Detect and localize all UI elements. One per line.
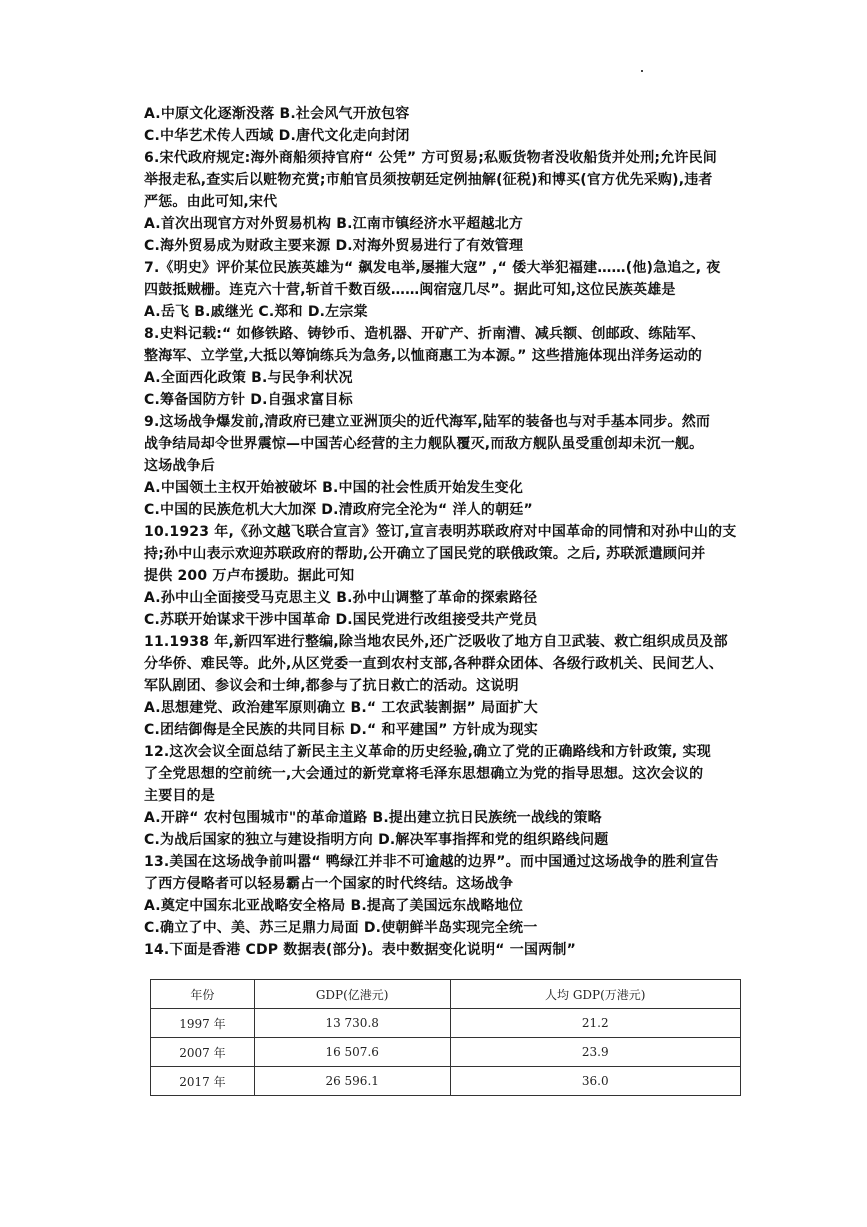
text-line: 主要目的是 xyxy=(144,788,215,804)
table-header-row xyxy=(151,980,741,1009)
column-header-gdp: GDP(亿港元) xyxy=(254,980,450,1009)
cell-year: 2017 年 xyxy=(151,1067,255,1096)
text-line: 7.《明史》评价某位民族英雄为“ 飙发电举,屡摧大寇” ,“ 倭大举犯福建……(他)急追之, 夜 xyxy=(144,260,721,276)
table-row xyxy=(151,1067,741,1096)
text-line: 持;孙中山表示欢迎苏联政府的帮助,公开确立了国民党的联俄政策。之后, 苏联派遣顾问并 xyxy=(144,546,706,562)
table-row xyxy=(151,1009,741,1038)
text-line: A.全面西化政策 B.与民争利状况 xyxy=(144,370,353,386)
text-line: 这场战争后 xyxy=(144,458,215,474)
text-line: 13.美国在这场战争前叫嚣“ 鸭绿江并非不可逾越的边界”。而中国通过这场战争的胜利宣告 xyxy=(144,854,719,870)
column-header-per-capita-gdp: 人均 GDP(万港元) xyxy=(450,980,740,1009)
cell-gdp: 16 507.6 xyxy=(254,1038,450,1067)
text-line: C.确立了中、美、苏三足鼎力局面 D.使朝鲜半岛实现完全统一 xyxy=(144,920,538,936)
text-line: 6.宋代政府规定:海外商船须持官府“ 公凭” 方可贸易;私贩货物者没收船货并处刑;允许民间 xyxy=(144,150,718,166)
text-line: 整海军、立学堂,大抵以筹饷练兵为急务,以恤商惠工为本源。” 这些措施体现出洋务运动的 xyxy=(144,348,703,364)
cell-year: 2007 年 xyxy=(151,1038,255,1067)
text-line: A.中原文化逐渐没落 B.社会风气开放包容 xyxy=(144,106,410,122)
text-line: A.开辟“ 农村包围城市"的革命道路 B.提出建立抗日民族统一战线的策略 xyxy=(144,810,602,826)
text-line: C.筹备国防方针 D.自强求富目标 xyxy=(144,392,353,408)
text-line: A.孙中山全面接受马克思主义 B.孙中山调整了革命的探索路径 xyxy=(144,590,538,606)
text-line: 14.下面是香港 CDP 数据表(部分)。表中数据变化说明“ 一国两制” xyxy=(144,942,576,958)
text-line: C.中国的民族危机大大加深 D.清政府完全沦为“ 洋人的朝廷” xyxy=(144,502,533,518)
text-line: 分华侨、难民等。此外,从区党委一直到农村支部,各种群众团体、各级行政机关、民间艺人、 xyxy=(144,656,724,672)
text-line: 了全党思想的空前统一,大会通过的新党章将毛泽东思想确立为党的指导思想。这次会议的 xyxy=(144,766,704,782)
text-line: 举报走私,查实后以赃物充赏;市舶官员须按朝廷定例抽解(征税)和博买(官方优先采购),违者 xyxy=(144,172,713,188)
table-row xyxy=(151,1038,741,1067)
text-line: C.苏联开始谋求干涉中国革命 D.国民党进行改组接受共产党员 xyxy=(144,612,538,628)
text-line: 9.这场战争爆发前,清政府已建立亚洲顶尖的近代海军,陆军的装备也与对手基本同步。然而 xyxy=(144,414,711,430)
text-line: 11.1938 年,新四军进行整编,除当地农民外,还广泛吸收了地方自卫武装、救亡组织成员及部 xyxy=(144,634,728,650)
text-line: C.团结御侮是全民族的共同目标 D.“ 和平建国” 方针成为现实 xyxy=(144,722,538,738)
text-line: A.奠定中国东北亚战略安全格局 B.提高了美国远东战略地位 xyxy=(144,898,524,914)
question-text xyxy=(144,103,744,961)
text-line: C.中华艺术传人西域 D.唐代文化走向封闭 xyxy=(144,128,410,144)
cell-per-capita-gdp: 21.2 xyxy=(450,1009,740,1038)
text-line: 四鼓抵贼栅。连克六十营,斩首千数百级……闽宿寇几尽”。据此可知,这位民族英雄是 xyxy=(144,282,676,298)
text-line: 8.史料记载:“ 如修铁路、铸钞币、造机器、开矿产、折南漕、减兵额、创邮政、练陆军、 xyxy=(144,326,706,342)
text-line: 12.这次会议全面总结了新民主主义革命的历史经验,确立了党的正确路线和方针政策, 实现 xyxy=(144,744,711,760)
text-line: C.为战后国家的独立与建设指明方向 D.解决军事指挥和党的组织路线问题 xyxy=(144,832,609,848)
text-line: A.思想建党、政治建军原则确立 B.“ 工农武装割据” 局面扩大 xyxy=(144,700,538,716)
text-line: 10.1923 年,《孙文越飞联合宣言》签订,宣言表明苏联政府对中国革命的同情和对孙中山的支 xyxy=(144,524,737,540)
text-line: 了西方侵略者可以轻易霸占一个国家的时代终结。这场战争 xyxy=(144,876,514,892)
cell-year: 1997 年 xyxy=(151,1009,255,1038)
cell-per-capita-gdp: 36.0 xyxy=(450,1067,740,1096)
page-mark xyxy=(641,70,643,72)
column-header-year: 年份 xyxy=(151,980,255,1009)
text-line: A.中国领土主权开始被破坏 B.中国的社会性质开始发生变化 xyxy=(144,480,524,496)
cell-gdp: 26 596.1 xyxy=(254,1067,450,1096)
cell-gdp: 13 730.8 xyxy=(254,1009,450,1038)
text-line: A.岳飞 B.戚继光 C.郑和 D.左宗棠 xyxy=(144,304,368,320)
text-line: C.海外贸易成为财政主要来源 D.对海外贸易进行了有效管理 xyxy=(144,238,524,254)
text-line: A.首次出现官方对外贸易机构 B.江南市镇经济水平超越北方 xyxy=(144,216,524,232)
text-line: 严惩。由此可知,宋代 xyxy=(144,194,278,210)
text-line: 军队剧团、参议会和士绅,都参与了抗日救亡的活动。这说明 xyxy=(144,678,519,694)
text-line: 战争结局却令世界震惊—中国苦心经营的主力舰队覆灭,而敌方舰队虽受重创却未沉一舰。 xyxy=(144,436,704,452)
text-line: 提供 200 万卢布援助。据此可知 xyxy=(144,568,355,584)
gdp-table xyxy=(150,979,741,1096)
cell-per-capita-gdp: 23.9 xyxy=(450,1038,740,1067)
